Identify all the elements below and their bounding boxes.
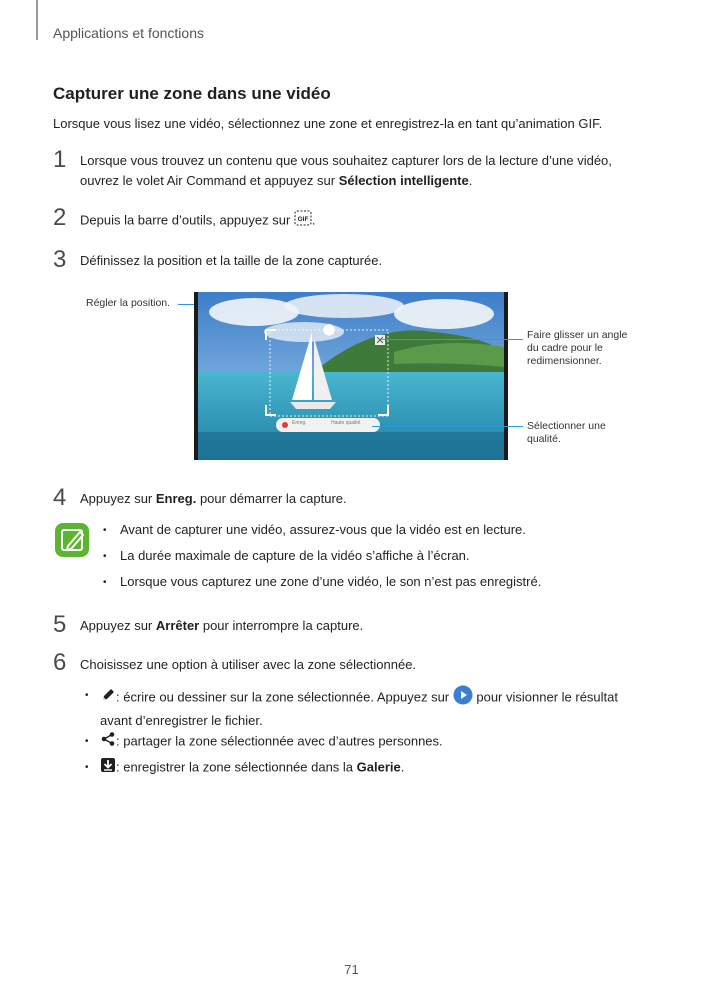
step-4-text (80, 489, 347, 509)
section-header: Applications et fonctions (53, 25, 204, 41)
label-quality (527, 420, 647, 446)
option-bullet: • (85, 736, 89, 747)
step-1-line1: Lorsque vous trouvez un contenu que vous souhaitez capturer lors de la lecture d’une vidéo, (80, 153, 612, 168)
label-resize-line2: du cadre pour le (527, 342, 603, 354)
play-icon (453, 685, 473, 711)
step-4-bold: Enreg. (155, 491, 197, 506)
step-2-post: . (311, 212, 316, 228)
step-1-line2-pre: ouvrez le volet Air Command et appuyez sur (80, 173, 339, 188)
record-button[interactable]: Enreg. (292, 420, 307, 426)
step-number-6: 6 (53, 649, 67, 676)
step-1-bold: Sélection intelligente (338, 173, 469, 188)
step-number-1: 1 (53, 146, 67, 173)
download-icon (100, 757, 116, 779)
option-draw-line2: avant d’enregistrer le fichier. (100, 713, 263, 728)
option-draw-pre: : écrire ou dessiner sur la zone sélectionnée. Appuyez sur (116, 689, 453, 705)
step-number-5: 5 (53, 611, 67, 638)
option-draw-post: pour visionner le résultat (472, 689, 618, 705)
label-quality-line1: Sélectionner une (527, 420, 606, 432)
callout-line-quality (372, 426, 523, 427)
step-1-line2-post: . (468, 173, 473, 188)
option-share (100, 731, 443, 753)
step-2-text (80, 210, 316, 232)
pen-icon (100, 687, 116, 709)
step-number-2: 2 (53, 204, 67, 231)
option-save-post: . (400, 759, 405, 775)
label-resize-line3: redimensionner. (527, 355, 602, 367)
label-position: Régler la position. (86, 297, 171, 309)
option-draw (100, 685, 660, 731)
note-item-1: Avant de capturer une vidéo, assurez-vous que la vidéo est en lecture. (120, 522, 526, 537)
label-resize-line1: Faire glisser un angle (527, 329, 628, 341)
step-5-pre: Appuyez sur (80, 618, 156, 633)
callout-line-resize (382, 339, 523, 340)
note-item-2: La durée maximale de capture de la vidéo s’affiche à l’écran. (120, 548, 470, 563)
step-6-text: Choisissez une option à utiliser avec la zone sélectionnée. (80, 657, 417, 672)
share-icon (100, 731, 116, 753)
note-bullet: • (103, 551, 107, 562)
record-dot-icon (282, 422, 288, 428)
capture-toolbar[interactable] (276, 418, 380, 432)
step-5-bold: Arrêter (155, 618, 200, 633)
label-quality-line2: qualité. (527, 433, 561, 445)
step-3-text: Définissez la position et la taille de la zone capturée. (80, 253, 383, 268)
step-number-4: 4 (53, 484, 67, 511)
option-share-text: : partager la zone sélectionnée avec d’autres personnes. (116, 733, 443, 749)
note-bullet: • (103, 525, 107, 536)
option-save (100, 757, 404, 779)
step-4-pre: Appuyez sur (80, 491, 156, 506)
step-4-post: pour démarrer la capture. (196, 491, 347, 506)
step-1-text (80, 151, 612, 191)
video-frame (194, 292, 508, 460)
intro-text: Lorsque vous lisez une vidéo, sélectionnez une zone et enregistrez-la en tant qu’animation GIF. (53, 116, 603, 131)
page-number: 71 (344, 962, 359, 977)
note-item-3: Lorsque vous capturez une zone d’une vidéo, le son n’est pas enregistré. (120, 574, 542, 589)
note-icon (54, 522, 90, 558)
step-5-text (80, 616, 363, 636)
gif-capture-icon (294, 210, 312, 232)
option-save-pre: : enregistrer la zone sélectionnée dans la (116, 759, 357, 775)
note-bullet: • (103, 577, 107, 588)
step-2-pre: Depuis la barre d’outils, appuyez sur (80, 212, 294, 228)
option-save-bold: Galerie (356, 759, 401, 775)
page-title: Capturer une zone dans une vidéo (53, 84, 331, 103)
svg-text:GIF: GIF (297, 216, 309, 223)
video-screenshot (194, 292, 508, 460)
step-5-post: pour interrompre la capture. (199, 618, 364, 633)
option-bullet: • (85, 762, 89, 773)
step-number-3: 3 (53, 246, 67, 273)
label-resize (527, 329, 647, 368)
option-bullet: • (85, 690, 89, 701)
header-divider (36, 0, 38, 40)
quality-select[interactable]: Haute qualité (331, 420, 361, 426)
